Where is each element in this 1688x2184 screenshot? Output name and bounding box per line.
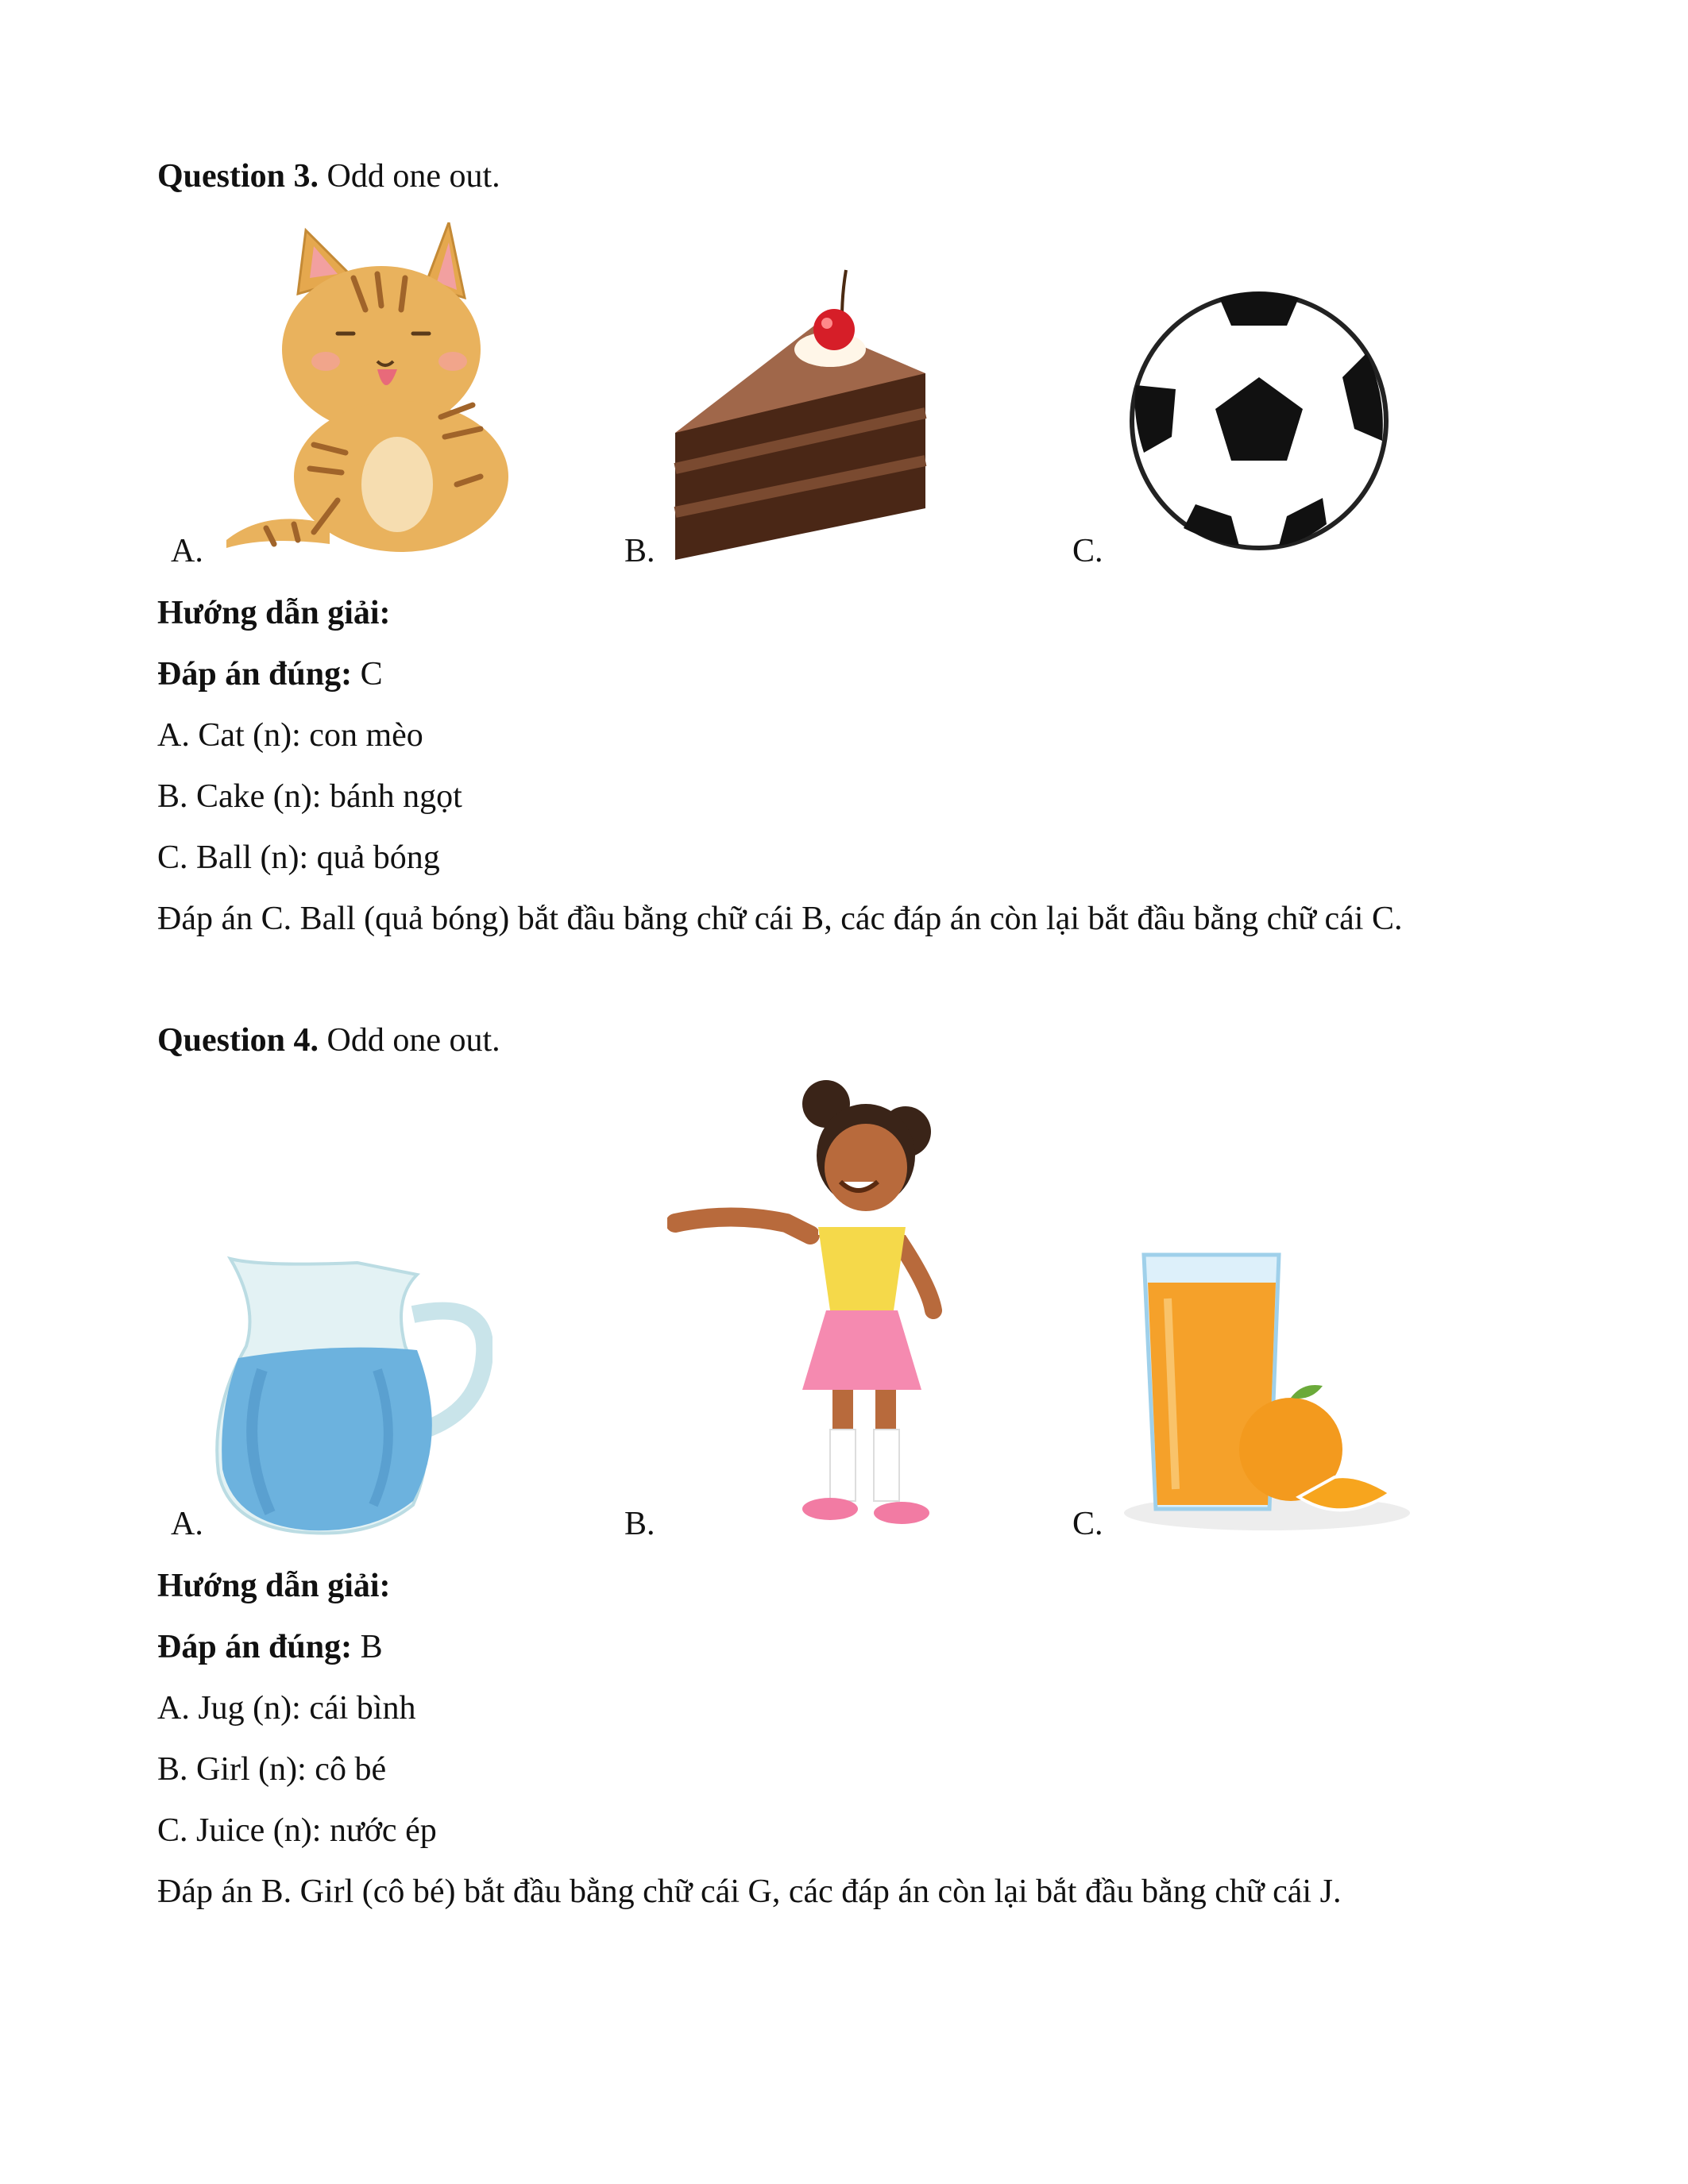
girl-illustration	[667, 1080, 945, 1533]
q4-option-a-label: A.	[171, 1506, 203, 1542]
q3-guide-heading: Hướng dẫn giải:	[157, 595, 391, 631]
q4-conclusion: Đáp án B. Girl (cô bé) bắt đầu bằng chữ cái G, các đáp án còn lại bắt đầu bằng chữ cái J.	[157, 1873, 1342, 1910]
question-3-number: Question 3.	[157, 158, 319, 195]
question-3-heading	[157, 156, 500, 197]
water-jug-illustration	[214, 1251, 492, 1537]
q3-answer-value: C	[352, 656, 383, 693]
q3-option-b-label: B.	[624, 533, 655, 569]
q4-explanation-a: A. Jug (n): cái bình	[157, 1690, 416, 1727]
question-4-heading	[157, 1020, 500, 1061]
q3-explanation-b: B. Cake (n): bánh ngọt	[157, 778, 462, 815]
soccer-ball-illustration	[1128, 290, 1390, 552]
cake-illustration	[671, 262, 933, 564]
q4-option-b-label: B.	[624, 1506, 655, 1542]
q4-explanation-b: B. Girl (n): cô bé	[157, 1751, 387, 1788]
q3-answer-line	[157, 654, 383, 695]
question-4-number: Question 4.	[157, 1022, 319, 1059]
orange-juice-illustration	[1120, 1251, 1414, 1537]
q4-guide-heading: Hướng dẫn giải:	[157, 1568, 391, 1604]
q4-answer-line	[157, 1626, 383, 1668]
q3-explanation-c: C. Ball (n): quả bóng	[157, 839, 440, 876]
question-3-prompt: Odd one out.	[319, 158, 500, 195]
q3-conclusion: Đáp án C. Ball (quả bóng) bắt đầu bằng chữ cái B, các đáp án còn lại bắt đầu bằng chữ cái C.	[157, 901, 1403, 937]
q3-explanation-a: A. Cat (n): con mèo	[157, 717, 423, 754]
q4-explanation-c: C. Juice (n): nước ép	[157, 1812, 437, 1849]
question-4-prompt: Odd one out.	[319, 1022, 500, 1059]
q3-option-a-label: A.	[171, 533, 203, 569]
q4-option-c-label: C.	[1072, 1506, 1103, 1542]
q4-answer-label: Đáp án đúng:	[157, 1629, 353, 1665]
q3-option-c-label: C.	[1072, 533, 1103, 569]
cat-illustration	[218, 222, 512, 556]
q3-answer-label: Đáp án đúng:	[157, 656, 353, 693]
q4-answer-value: B	[352, 1629, 383, 1665]
